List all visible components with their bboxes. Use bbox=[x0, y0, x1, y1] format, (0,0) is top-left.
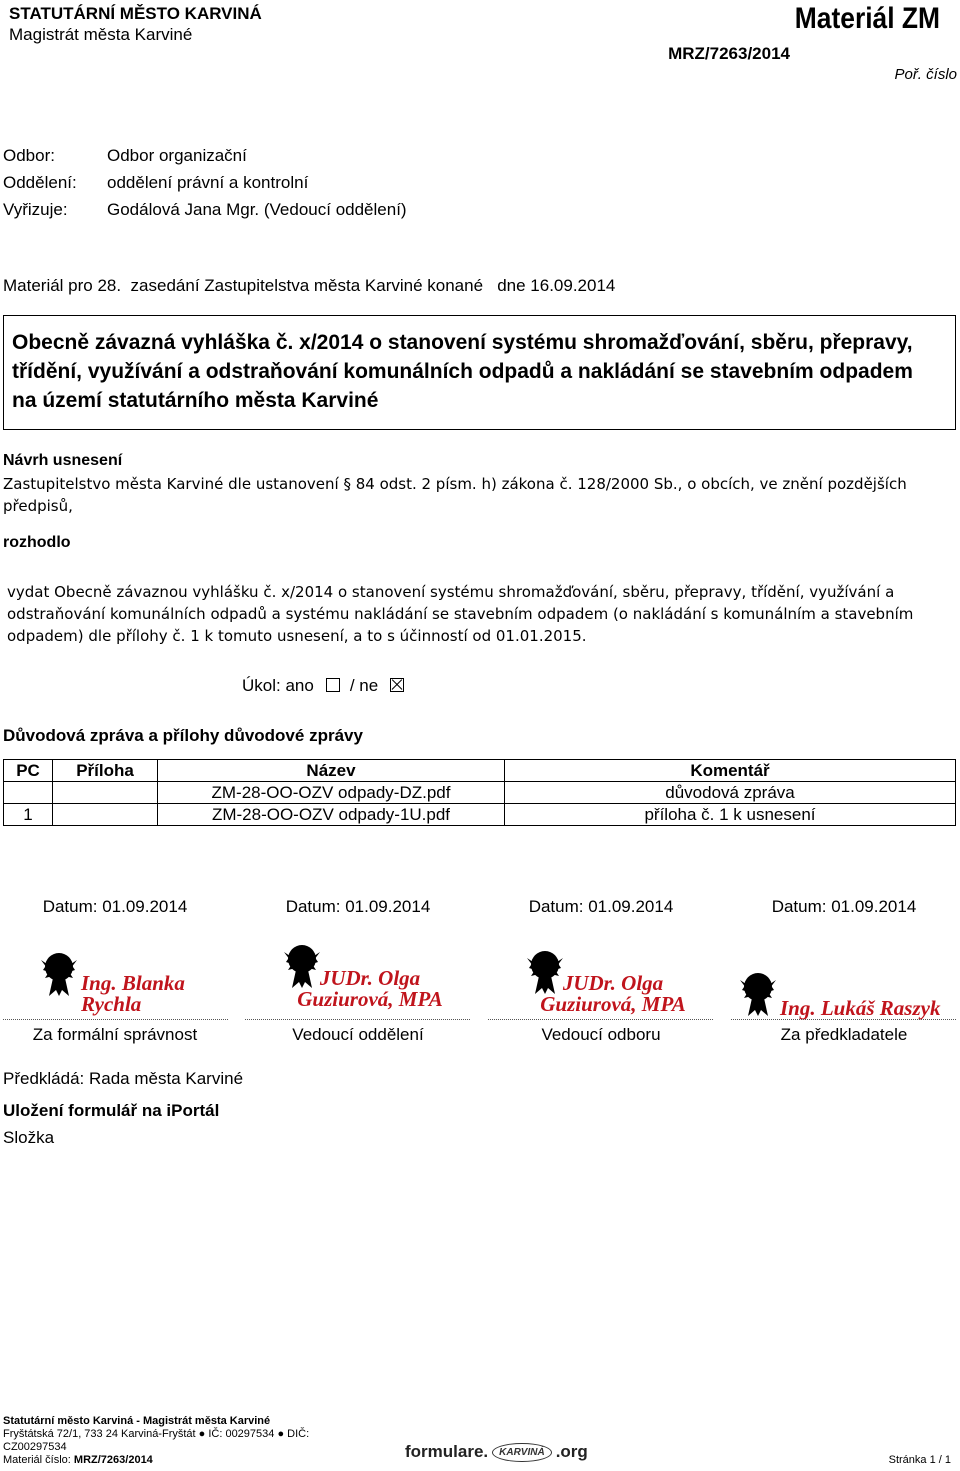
signer-name: JUDr. Olga Guziurová, MPA bbox=[540, 971, 686, 1016]
footer-material-number bbox=[3, 1454, 153, 1466]
document-number: MRZ/7263/2014 bbox=[668, 44, 790, 63]
cell-pc: 1 bbox=[4, 804, 53, 826]
column-header: PC bbox=[4, 760, 53, 782]
table-row bbox=[4, 804, 956, 826]
signature-line bbox=[245, 1019, 470, 1020]
task-indicator bbox=[242, 676, 414, 696]
signature-line bbox=[488, 1019, 713, 1020]
signer-role: Za předkladatele bbox=[780, 1025, 908, 1044]
signer-role: Vedoucí odboru bbox=[541, 1025, 661, 1044]
seal-icon bbox=[736, 970, 780, 1018]
resolution-decided: rozhodlo bbox=[3, 534, 71, 551]
attachments-heading: Důvodová zpráva a přílohy důvodové zprávy bbox=[3, 726, 363, 745]
storage-folder: Složka bbox=[3, 1128, 55, 1147]
attachments-table bbox=[3, 759, 956, 826]
meeting-line: Materiál pro 28. zasedání Zastupitelstva města Karviné konané dne 16.09.2014 bbox=[3, 276, 616, 295]
signer-name: Ing. Lukáš Raszyk bbox=[780, 996, 941, 1020]
resolution-intro: Zastupitelstvo města Karviné dle ustanovení § 84 odst. 2 písm. h) zákona č. 128/2000 Sb., o obcích, ve znění pozdějších předpisů, bbox=[3, 475, 907, 515]
cell-komentar: příloha č. 1 k usnesení bbox=[505, 804, 956, 826]
signer-name: JUDr. Olga Guziurová, MPA bbox=[297, 966, 443, 1011]
task-no-label: / ne bbox=[349, 676, 379, 695]
seal-icon bbox=[37, 950, 81, 998]
resolution-text: vydat Obecně závaznou vyhlášku č. x/2014 o stanovení systému shromažďování, sběru, přepravy, třídění, využívání a odstraňování komunálních odpadů a systému nakládání se stavebním odpadem (o nakládání s komunálním a stavebním odpadem) dle přílohy č. 1 k tomuto usnesení, a to s účinností od 01.01.2015. bbox=[7, 583, 914, 645]
logo-text-left: formulare. bbox=[405, 1442, 489, 1461]
cell-pc bbox=[4, 782, 53, 804]
cell-nazev[interactable]: ZM-28-OO-OZV odpady-DZ.pdf bbox=[158, 782, 505, 804]
title-box bbox=[3, 315, 956, 430]
footer-address: Fryštátská 72/1, 733 24 Karviná-Fryštát ● IČ: 00297534 ● DIČ: bbox=[3, 1428, 310, 1440]
cell-priloha bbox=[53, 804, 158, 826]
submitted-by: Předkládá: Rada města Karviné bbox=[3, 1069, 244, 1088]
magistrat-name: Magistrát města Karviné bbox=[9, 25, 193, 44]
meta-label: Vyřizuje: bbox=[3, 200, 68, 219]
signature-date: Datum: 01.09.2014 bbox=[42, 897, 188, 916]
storage-heading: Uložení formulář na iPortál bbox=[3, 1101, 220, 1120]
document-type: Materiál ZM bbox=[794, 2, 940, 35]
meta-label: Odbor: bbox=[3, 146, 55, 165]
meta-value: Odbor organizační bbox=[107, 146, 247, 165]
logo-text-right: .org bbox=[555, 1442, 588, 1461]
table-header-row bbox=[4, 760, 956, 782]
footer-dic: CZ00297534 bbox=[3, 1441, 67, 1453]
signature-date: Datum: 01.09.2014 bbox=[285, 897, 431, 916]
signer-name: Ing. Blanka Rychla bbox=[81, 971, 185, 1016]
page-indicator: Stránka 1 / 1 bbox=[888, 1454, 951, 1466]
meta-value: oddělení právní a kontrolní bbox=[107, 173, 309, 192]
column-header: Příloha bbox=[53, 760, 158, 782]
meta-value: Godálová Jana Mgr. (Vedoucí oddělení) bbox=[107, 200, 407, 219]
cell-nazev[interactable]: ZM-28-OO-OZV odpady-1U.pdf bbox=[158, 804, 505, 826]
column-header: Komentář bbox=[505, 760, 956, 782]
table-row bbox=[4, 782, 956, 804]
signature-date: Datum: 01.09.2014 bbox=[528, 897, 674, 916]
meta-oddeleni bbox=[3, 173, 308, 193]
karvina-logo: KARVINÁ bbox=[492, 1443, 552, 1462]
resolution-heading: Návrh usnesení bbox=[3, 452, 123, 469]
cell-komentar: důvodová zpráva bbox=[505, 782, 956, 804]
city-name: STATUTÁRNÍ MĚSTO KARVINÁ bbox=[9, 4, 262, 23]
signature-line bbox=[731, 1019, 956, 1020]
footer-material-label: Materiál číslo: bbox=[3, 1454, 71, 1466]
task-yes-label: Úkol: ano bbox=[242, 676, 314, 695]
cell-priloha bbox=[53, 782, 158, 804]
column-header: Název bbox=[158, 760, 505, 782]
formulare-logo bbox=[405, 1437, 588, 1467]
crossed-checkbox-icon bbox=[390, 678, 404, 692]
empty-checkbox-icon bbox=[326, 678, 340, 692]
signature-date: Datum: 01.09.2014 bbox=[771, 897, 917, 916]
signer-role: Vedoucí oddělení bbox=[292, 1025, 424, 1044]
signer-role: Za formální správnost bbox=[32, 1025, 198, 1044]
order-number-label: Poř. číslo bbox=[894, 66, 957, 83]
document-title: Obecně závazná vyhláška č. x/2014 o stanovení systému shromažďování, sběru, přepravy, třídění, využívání a odstraňování komunálních odpadů a nakládání se stavebním odpadem na území statutárního města Karviné bbox=[12, 331, 913, 412]
signature-line bbox=[3, 1019, 228, 1020]
footer-institution: Statutární město Karviná - Magistrát města Karviné bbox=[3, 1415, 271, 1427]
footer-material-value: MRZ/7263/2014 bbox=[73, 1454, 153, 1466]
meta-vyrizuje bbox=[3, 200, 407, 220]
meta-odbor bbox=[3, 146, 247, 166]
meta-label: Oddělení: bbox=[3, 173, 77, 192]
